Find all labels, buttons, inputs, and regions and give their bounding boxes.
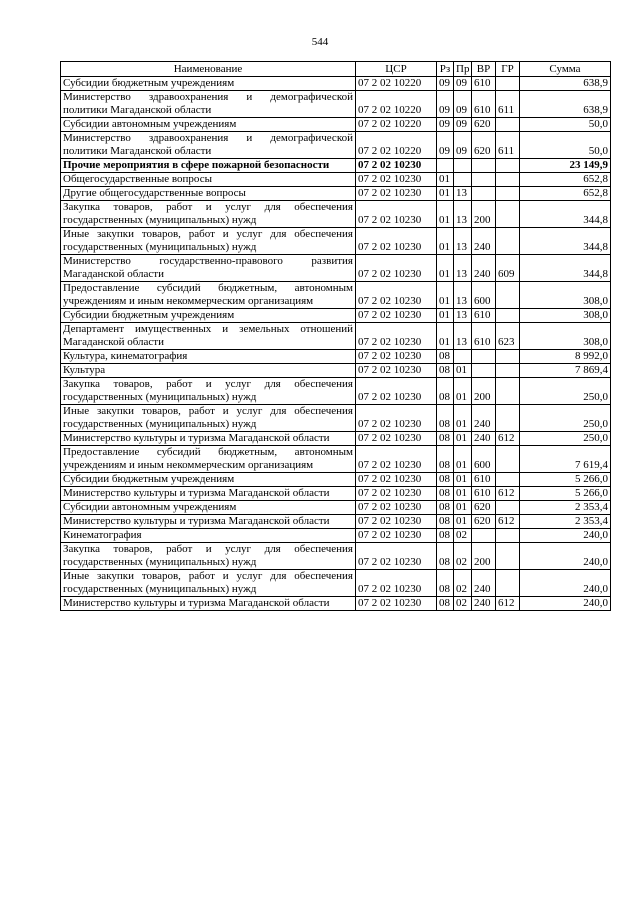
cell-vr: 600 [472, 282, 496, 309]
cell-pr: 01 [454, 501, 472, 515]
cell-vr: 610 [472, 309, 496, 323]
cell-pr: 01 [454, 487, 472, 501]
cell-gr [496, 187, 520, 201]
cell-pr: 09 [454, 91, 472, 118]
cell-rz: 08 [437, 529, 454, 543]
cell-vr: 610 [472, 77, 496, 91]
table-row [61, 228, 611, 255]
cell-csr: 07 2 02 10230 [356, 529, 437, 543]
cell-pr: 09 [454, 132, 472, 159]
table-row [61, 432, 611, 446]
cell-gr: 612 [496, 597, 520, 611]
cell-gr [496, 201, 520, 228]
cell-sum: 5 266,0 [520, 487, 611, 501]
cell-csr: 07 2 02 10230 [356, 432, 437, 446]
cell-vr [472, 529, 496, 543]
cell-vr: 240 [472, 228, 496, 255]
cell-vr [472, 173, 496, 187]
cell-csr: 07 2 02 10230 [356, 446, 437, 473]
cell-csr: 07 2 02 10230 [356, 187, 437, 201]
cell-name: Иные закупки товаров, работ и услуг для обеспечения государственных (муниципальных) нужд [61, 405, 356, 432]
page-number: 544 [311, 36, 329, 48]
cell-rz: 09 [437, 132, 454, 159]
table-row [61, 570, 611, 597]
cell-vr: 240 [472, 255, 496, 282]
table-row [61, 529, 611, 543]
cell-vr: 620 [472, 132, 496, 159]
cell-gr [496, 282, 520, 309]
cell-gr [496, 350, 520, 364]
cell-csr: 07 2 02 10230 [356, 364, 437, 378]
cell-gr [496, 228, 520, 255]
cell-sum: 638,9 [520, 77, 611, 91]
table-row [61, 309, 611, 323]
cell-sum: 7 619,4 [520, 446, 611, 473]
cell-sum: 2 353,4 [520, 515, 611, 529]
cell-csr: 07 2 02 10230 [356, 597, 437, 611]
cell-pr: 13 [454, 187, 472, 201]
cell-rz: 01 [437, 282, 454, 309]
cell-pr: 13 [454, 255, 472, 282]
cell-rz: 08 [437, 543, 454, 570]
cell-rz: 08 [437, 501, 454, 515]
cell-sum: 240,0 [520, 543, 611, 570]
cell-gr [496, 529, 520, 543]
cell-rz [437, 159, 454, 173]
cell-rz: 08 [437, 432, 454, 446]
cell-name: Департамент имущественных и земельных отношений Магаданской области [61, 323, 356, 350]
cell-name: Министерство культуры и туризма Магаданской области [61, 432, 356, 446]
cell-vr: 610 [472, 323, 496, 350]
cell-name: Иные закупки товаров, работ и услуг для обеспечения государственных (муниципальных) нужд [61, 228, 356, 255]
cell-vr [472, 159, 496, 173]
cell-vr: 200 [472, 378, 496, 405]
cell-rz: 08 [437, 487, 454, 501]
cell-gr [496, 570, 520, 597]
table-row [61, 282, 611, 309]
cell-gr [496, 501, 520, 515]
cell-gr [496, 173, 520, 187]
cell-csr: 07 2 02 10230 [356, 570, 437, 597]
table-row [61, 364, 611, 378]
cell-vr [472, 350, 496, 364]
cell-gr: 612 [496, 515, 520, 529]
cell-pr: 13 [454, 323, 472, 350]
cell-name: Закупка товаров, работ и услуг для обеспечения государственных (муниципальных) нужд [61, 543, 356, 570]
cell-rz: 01 [437, 228, 454, 255]
cell-pr: 09 [454, 118, 472, 132]
header-rz: Рз [437, 62, 454, 77]
cell-csr: 07 2 02 10230 [356, 201, 437, 228]
cell-csr: 07 2 02 10230 [356, 309, 437, 323]
table-row [61, 77, 611, 91]
header-sum: Сумма [520, 62, 611, 77]
cell-name: Субсидии бюджетным учреждениям [61, 77, 356, 91]
table-row [61, 515, 611, 529]
cell-pr: 13 [454, 309, 472, 323]
cell-pr: 01 [454, 432, 472, 446]
cell-pr: 02 [454, 543, 472, 570]
table-row [61, 350, 611, 364]
cell-name: Субсидии автономным учреждениям [61, 501, 356, 515]
cell-pr: 01 [454, 473, 472, 487]
cell-vr: 600 [472, 446, 496, 473]
cell-csr: 07 2 02 10230 [356, 487, 437, 501]
cell-rz: 01 [437, 323, 454, 350]
cell-sum: 2 353,4 [520, 501, 611, 515]
cell-csr: 07 2 02 10230 [356, 378, 437, 405]
cell-sum: 250,0 [520, 432, 611, 446]
cell-name: Прочие мероприятия в сфере пожарной безопасности [61, 159, 356, 173]
cell-name: Предоставление субсидий бюджетным, автономным учреждениям и иным некоммерческим организациям [61, 446, 356, 473]
cell-pr: 01 [454, 515, 472, 529]
cell-csr: 07 2 02 10230 [356, 473, 437, 487]
cell-csr: 07 2 02 10230 [356, 350, 437, 364]
cell-vr: 620 [472, 501, 496, 515]
cell-csr: 07 2 02 10230 [356, 173, 437, 187]
cell-name: Министерство государственно-правового развития Магаданской области [61, 255, 356, 282]
cell-name: Субсидии бюджетным учреждениям [61, 473, 356, 487]
cell-sum: 23 149,9 [520, 159, 611, 173]
table-row [61, 255, 611, 282]
table-row [61, 501, 611, 515]
cell-sum: 652,8 [520, 173, 611, 187]
cell-gr [496, 405, 520, 432]
cell-csr: 07 2 02 10230 [356, 159, 437, 173]
cell-rz: 08 [437, 350, 454, 364]
cell-rz: 08 [437, 570, 454, 597]
cell-gr [496, 473, 520, 487]
table-header-row [61, 62, 611, 77]
cell-csr: 07 2 02 10220 [356, 91, 437, 118]
cell-rz: 08 [437, 515, 454, 529]
cell-gr: 611 [496, 91, 520, 118]
header-pr: Пр [454, 62, 472, 77]
cell-gr [496, 446, 520, 473]
table-row [61, 323, 611, 350]
cell-gr [496, 364, 520, 378]
cell-csr: 07 2 02 10230 [356, 501, 437, 515]
header-gr: ГР [496, 62, 520, 77]
cell-vr: 620 [472, 515, 496, 529]
cell-sum: 240,0 [520, 529, 611, 543]
cell-gr: 611 [496, 132, 520, 159]
header-csr: ЦСР [356, 62, 437, 77]
cell-rz: 08 [437, 405, 454, 432]
cell-pr: 02 [454, 597, 472, 611]
table-row [61, 187, 611, 201]
cell-rz: 08 [437, 446, 454, 473]
cell-sum: 344,8 [520, 255, 611, 282]
cell-vr: 610 [472, 487, 496, 501]
cell-sum: 250,0 [520, 378, 611, 405]
cell-vr: 240 [472, 597, 496, 611]
cell-csr: 07 2 02 10230 [356, 228, 437, 255]
cell-pr: 13 [454, 228, 472, 255]
budget-table [60, 61, 611, 611]
cell-rz: 01 [437, 309, 454, 323]
cell-name: Министерство здравоохранения и демографической политики Магаданской области [61, 132, 356, 159]
cell-csr: 07 2 02 10220 [356, 118, 437, 132]
cell-rz: 08 [437, 364, 454, 378]
cell-name: Министерство здравоохранения и демографической политики Магаданской области [61, 91, 356, 118]
cell-pr: 01 [454, 364, 472, 378]
header-vr: ВР [472, 62, 496, 77]
cell-csr: 07 2 02 10230 [356, 255, 437, 282]
cell-sum: 344,8 [520, 201, 611, 228]
cell-vr: 240 [472, 432, 496, 446]
cell-vr [472, 187, 496, 201]
cell-sum: 308,0 [520, 323, 611, 350]
cell-pr: 13 [454, 282, 472, 309]
cell-sum: 50,0 [520, 132, 611, 159]
cell-pr: 09 [454, 77, 472, 91]
cell-sum: 308,0 [520, 309, 611, 323]
cell-sum: 5 266,0 [520, 473, 611, 487]
cell-rz: 08 [437, 378, 454, 405]
cell-gr [496, 543, 520, 570]
cell-pr: 13 [454, 201, 472, 228]
cell-vr: 620 [472, 118, 496, 132]
cell-name: Министерство культуры и туризма Магаданской области [61, 487, 356, 501]
cell-rz: 01 [437, 201, 454, 228]
cell-vr: 240 [472, 405, 496, 432]
table-row [61, 378, 611, 405]
cell-sum: 7 869,4 [520, 364, 611, 378]
cell-rz: 01 [437, 255, 454, 282]
table-row [61, 487, 611, 501]
cell-sum: 50,0 [520, 118, 611, 132]
cell-sum: 652,8 [520, 187, 611, 201]
table-row [61, 405, 611, 432]
cell-vr: 200 [472, 201, 496, 228]
cell-name: Общегосударственные вопросы [61, 173, 356, 187]
cell-rz: 09 [437, 118, 454, 132]
cell-gr [496, 77, 520, 91]
cell-sum: 344,8 [520, 228, 611, 255]
cell-pr: 01 [454, 405, 472, 432]
cell-vr: 610 [472, 473, 496, 487]
cell-name: Закупка товаров, работ и услуг для обеспечения государственных (муниципальных) нужд [61, 378, 356, 405]
table-row [61, 446, 611, 473]
cell-name: Министерство культуры и туризма Магаданской области [61, 515, 356, 529]
cell-pr: 02 [454, 529, 472, 543]
cell-gr: 609 [496, 255, 520, 282]
cell-name: Министерство культуры и туризма Магаданской области [61, 597, 356, 611]
cell-pr: 01 [454, 378, 472, 405]
cell-name: Иные закупки товаров, работ и услуг для обеспечения государственных (муниципальных) нужд [61, 570, 356, 597]
table-row [61, 543, 611, 570]
cell-csr: 07 2 02 10220 [356, 132, 437, 159]
cell-name: Кинематография [61, 529, 356, 543]
cell-sum: 240,0 [520, 570, 611, 597]
header-name: Наименование [61, 62, 356, 77]
cell-rz: 08 [437, 597, 454, 611]
cell-name: Культура, кинематография [61, 350, 356, 364]
cell-gr [496, 309, 520, 323]
cell-sum: 240,0 [520, 597, 611, 611]
cell-rz: 08 [437, 473, 454, 487]
table-row [61, 473, 611, 487]
cell-name: Культура [61, 364, 356, 378]
cell-rz: 09 [437, 91, 454, 118]
cell-gr: 612 [496, 432, 520, 446]
cell-gr [496, 159, 520, 173]
cell-csr: 07 2 02 10230 [356, 282, 437, 309]
cell-name: Субсидии бюджетным учреждениям [61, 309, 356, 323]
cell-csr: 07 2 02 10230 [356, 515, 437, 529]
cell-rz: 01 [437, 173, 454, 187]
cell-pr [454, 159, 472, 173]
cell-vr: 610 [472, 91, 496, 118]
cell-vr: 240 [472, 570, 496, 597]
cell-vr [472, 364, 496, 378]
cell-name: Другие общегосударственные вопросы [61, 187, 356, 201]
table-body [61, 77, 611, 611]
cell-sum: 8 992,0 [520, 350, 611, 364]
cell-csr: 07 2 02 10230 [356, 405, 437, 432]
cell-sum: 638,9 [520, 91, 611, 118]
cell-pr [454, 350, 472, 364]
cell-pr: 02 [454, 570, 472, 597]
cell-csr: 07 2 02 10230 [356, 323, 437, 350]
cell-rz: 09 [437, 77, 454, 91]
cell-sum: 250,0 [520, 405, 611, 432]
cell-pr [454, 173, 472, 187]
cell-name: Закупка товаров, работ и услуг для обеспечения государственных (муниципальных) нужд [61, 201, 356, 228]
cell-gr [496, 378, 520, 405]
table-row [61, 118, 611, 132]
cell-pr: 01 [454, 446, 472, 473]
cell-rz: 01 [437, 187, 454, 201]
cell-gr: 623 [496, 323, 520, 350]
table-row [61, 597, 611, 611]
table-row [61, 91, 611, 118]
cell-name: Субсидии автономным учреждениям [61, 118, 356, 132]
table-row [61, 132, 611, 159]
cell-csr: 07 2 02 10230 [356, 543, 437, 570]
table-row [61, 201, 611, 228]
cell-name: Предоставление субсидий бюджетным, автономным учреждениям и иным некоммерческим организациям [61, 282, 356, 309]
cell-csr: 07 2 02 10220 [356, 77, 437, 91]
cell-gr [496, 118, 520, 132]
cell-vr: 200 [472, 543, 496, 570]
cell-sum: 308,0 [520, 282, 611, 309]
cell-gr: 612 [496, 487, 520, 501]
table-row [61, 173, 611, 187]
table-row [61, 159, 611, 173]
